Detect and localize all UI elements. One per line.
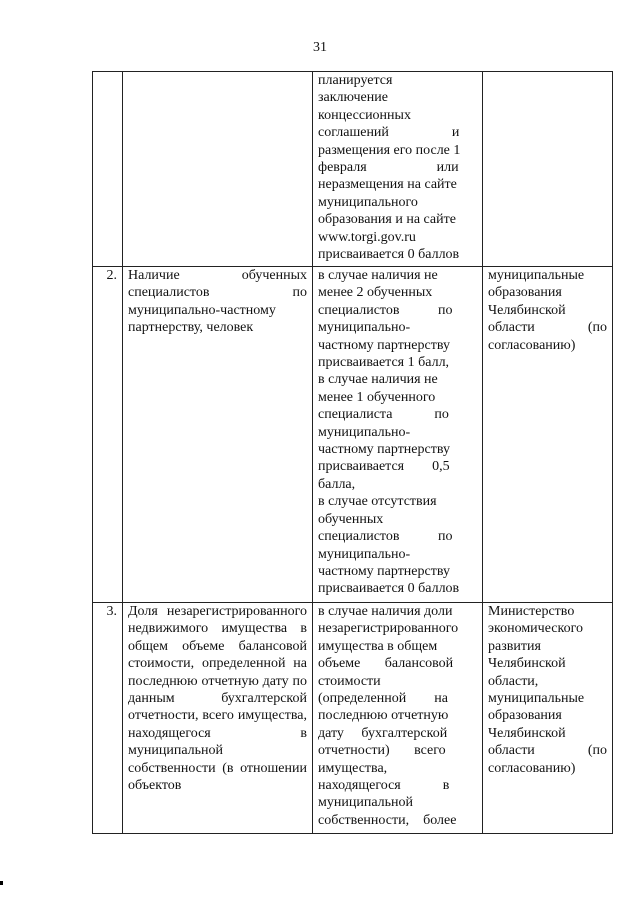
criteria-line: дату бухгалтерской — [318, 725, 448, 741]
page-number: 31 — [313, 40, 327, 55]
criteria-line: размещения его после 1 — [318, 142, 461, 158]
criteria-line: имущества в общем — [318, 638, 438, 654]
criteria-line: муниципальной — [318, 795, 414, 811]
criteria-table — [92, 71, 613, 834]
criteria-line: находящегося в — [318, 778, 450, 794]
criteria-line: муниципально- — [318, 320, 411, 336]
table-body — [93, 72, 613, 834]
criteria-line: образования и на сайте — [318, 212, 456, 228]
row-number — [93, 72, 123, 267]
table-row — [93, 267, 613, 603]
criteria-line: www.torgi.gov.ru — [318, 229, 416, 245]
criteria-line: в случае отсутствия — [318, 494, 437, 510]
criteria-line: обученных — [318, 511, 384, 527]
criteria-line: неразмещения на сайте — [318, 177, 457, 193]
table-row — [93, 72, 613, 267]
responsible-cell — [483, 72, 613, 267]
criteria-line: в случае наличия не — [318, 268, 438, 283]
criteria-line: частному партнерству — [318, 442, 450, 458]
criteria-cell — [313, 267, 483, 603]
criteria-cell — [313, 72, 483, 267]
criteria-line: (определенной на — [318, 691, 448, 707]
row-number: 2. — [93, 267, 123, 603]
row-number: 3. — [93, 603, 123, 834]
criteria-line: объеме балансовой — [318, 656, 454, 672]
criteria-line: специалистов по — [318, 529, 453, 545]
criteria-line: последнюю отчетную — [318, 708, 449, 724]
criteria-line: частному партнерству — [318, 337, 450, 353]
responsible-cell: Министерство экономического развития Челябинской области, муниципальные образования Челябинской области (по согласованию) — [483, 603, 613, 834]
table-row — [93, 603, 613, 834]
scan-mark — [0, 881, 3, 885]
criteria-cell — [313, 603, 483, 834]
criteria-line: заключение — [318, 90, 388, 106]
criteria-line: балла, — [318, 476, 356, 492]
criteria-line: в случае наличия не — [318, 372, 438, 388]
criteria-line: концессионных — [318, 107, 411, 123]
criteria-line: собственности, более — [318, 812, 457, 828]
criteria-line: муниципально- — [318, 546, 411, 562]
criteria-line: частному партнерству — [318, 563, 450, 579]
criteria-line: незарегистрированного — [318, 621, 459, 637]
criteria-line: в случае наличия доли — [318, 604, 453, 619]
criteria-line: специалистов по — [318, 302, 453, 318]
criteria-line: менее 2 обученных — [318, 285, 433, 301]
criteria-line: отчетности) всего — [318, 743, 446, 759]
criteria-line: имущества, — [318, 760, 388, 776]
criteria-line: присваивается 0 баллов — [318, 581, 460, 597]
indicator-cell — [123, 72, 313, 267]
criteria-line: муниципально- — [318, 424, 411, 440]
responsible-cell: муниципальные образования Челябинской области (по согласованию) — [483, 267, 613, 603]
criteria-line: специалиста по — [318, 407, 449, 423]
criteria-line: присваивается 1 балл, — [318, 355, 450, 371]
criteria-line: стоимости — [318, 673, 381, 689]
criteria-line: соглашений и — [318, 125, 460, 141]
criteria-line: февраля или — [318, 160, 459, 176]
criteria-line: присваивается 0,5 — [318, 459, 450, 475]
criteria-line: муниципального — [318, 194, 418, 210]
criteria-line: присваивается 0 баллов — [318, 247, 460, 263]
criteria-line: менее 1 обученного — [318, 389, 436, 405]
indicator-cell: Доля незарегистрированного недвижимого имущества в общем объеме балансовой стоимости, определенной на последнюю отчетную дату по данным бухгалтерской отчетности, всего имущества, находящегося в муниципальной собственности (в отношении объектов — [123, 603, 313, 834]
criteria-line: планируется — [318, 73, 393, 88]
indicator-cell: Наличие обученных специалистов по муниципально-частному партнерству, человек — [123, 267, 313, 603]
